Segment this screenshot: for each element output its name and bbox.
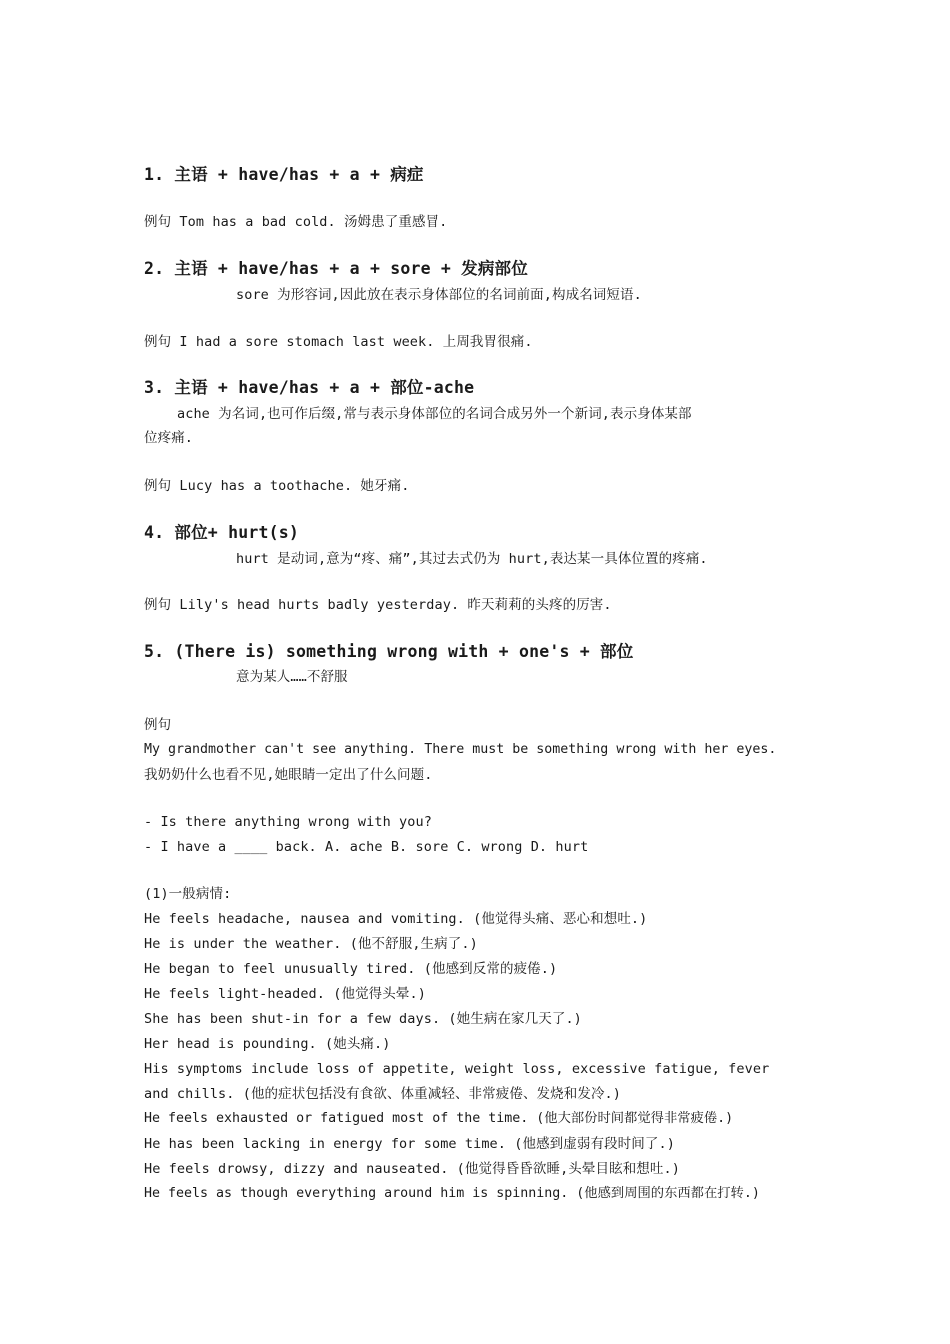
dialogue-question: - Is there anything wrong with you? [144, 814, 432, 830]
general-title: (1)一般病情: [144, 886, 232, 902]
general-line: He feels exhausted or fatigued most of the time. (他大部份时间都觉得非常疲倦.) [144, 1111, 734, 1126]
section-3-heading: 3. 主语 + have/has + a + 部位-ache [144, 378, 475, 397]
general-line: Her head is pounding. (她头痛.) [144, 1036, 391, 1052]
general-line: He began to feel unusually tired. (他感到反常的疲倦.) [144, 961, 558, 977]
section-5-example-label: 例句 [144, 717, 172, 733]
section-1-example: 例句 Tom has a bad cold. 汤姆患了重感冒. [144, 214, 448, 230]
section-3-example: 例句 Lucy has a toothache. 她牙痛. [144, 478, 410, 494]
section-4-heading: 4. 部位+ hurt(s) [144, 523, 300, 542]
section-2-heading: 2. 主语 + have/has + a + sore + 发病部位 [144, 259, 528, 278]
section-2-example: 例句 I had a sore stomach last week. 上周我胃很痛. [144, 334, 533, 350]
general-line: He feels drowsy, dizzy and nauseated. (他觉得昏昏欲睡,头晕目眩和想吐.) [144, 1161, 680, 1177]
section-4-example: 例句 Lily's head hurts badly yesterday. 昨天莉莉的头疼的厉害. [144, 597, 612, 613]
section-5-example-line-2: 我奶奶什么也看不见,她眼睛一定出了什么问题. [144, 767, 433, 783]
section-1-heading: 1. 主语 + have/has + a + 病症 [144, 165, 424, 184]
section-3-note-line-1: ache 为名词,也可作后缀,常与表示身体部位的名词合成另外一个新词,表示身体某部 [177, 406, 692, 422]
dialogue-answer: - I have a ____ back. A. ache B. sore C. wrong D. hurt [144, 839, 589, 855]
general-line: His symptoms include loss of appetite, weight loss, excessive fatigue, fever [144, 1061, 770, 1077]
general-line: He feels headache, nausea and vomiting. (他觉得头痛、恶心和想吐.) [144, 911, 648, 927]
general-line: He is under the weather. (他不舒服,生病了.) [144, 936, 478, 952]
section-3-note-line-2: 位疼痛. [144, 430, 194, 446]
general-line: He feels light-headed. (他觉得头晕.) [144, 986, 426, 1002]
section-2-note: sore 为形容词,因此放在表示身体部位的名词前面,构成名词短语. [236, 287, 642, 303]
section-5-note: 意为某人……不舒服 [236, 669, 348, 685]
section-4-note: hurt 是动词,意为“疼、痛”,其过去式仍为 hurt,表达某一具体位置的疼痛. [236, 551, 708, 567]
general-line: and chills. (他的症状包括没有食欲、体重减轻、非常疲倦、发烧和发冷.) [144, 1086, 622, 1102]
section-5-example-line-1: My grandmother can't see anything. There must be something wrong with her eyes. [144, 742, 777, 757]
general-line: He feels as though everything around him is spinning. (他感到周围的东西都在打转.) [144, 1186, 760, 1201]
general-line: He has been lacking in energy for some time. (他感到虚弱有段时间了.) [144, 1136, 675, 1152]
section-5-heading: 5. (There is) something wrong with + one's + 部位 [144, 642, 634, 661]
general-line: She has been shut-in for a few days. (她生病在家几天了.) [144, 1011, 582, 1027]
